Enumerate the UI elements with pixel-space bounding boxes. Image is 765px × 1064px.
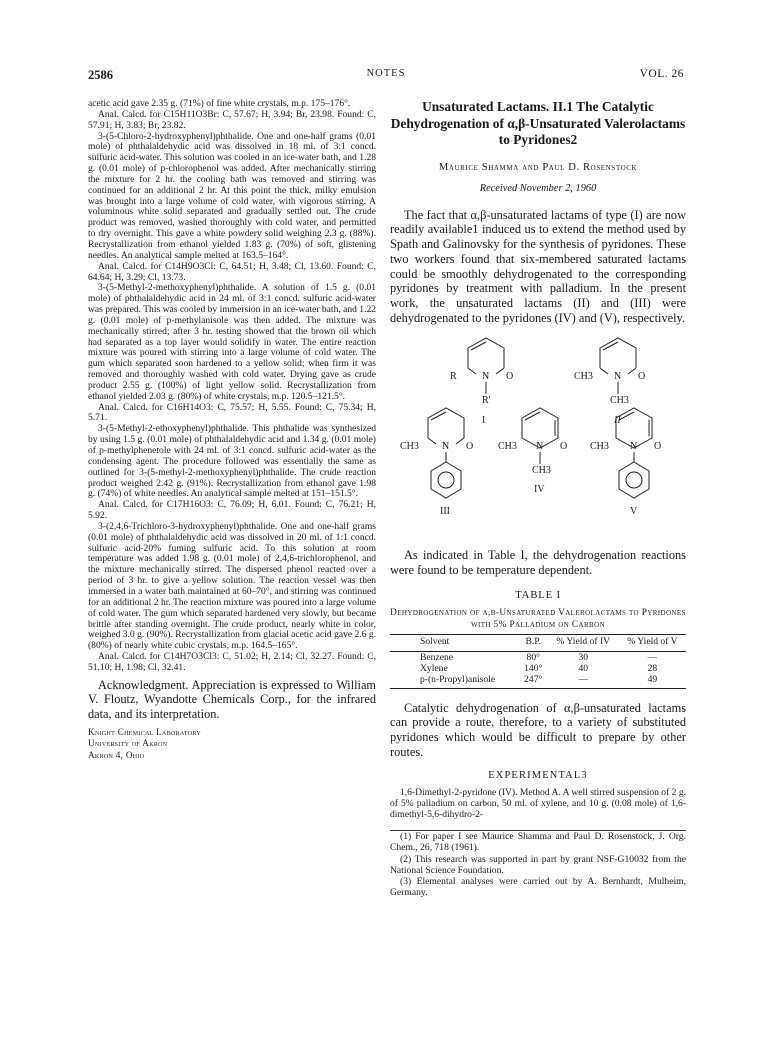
authors: Maurice Shamma and Paul D. Rosenstock [438, 161, 638, 173]
intro-paragraph: The fact that α,β-unsaturated lactams of type (I) are now readily available1 induced us to extend the method used by Spath and Galinovsky for the synthesis of pyridones. These two workers found that six-membered saturated lactams could be smoothly dehydrogenated to the corresponding pyridones by treatment with palladium. In the present work, the unsaturated lactams (II) and (III) were dehydrogenated to the pyridones (IV) and (V), respectively. [390, 207, 686, 326]
structure-drawings [390, 330, 686, 548]
table-cell: 247° [524, 674, 543, 686]
table-cell: — [647, 651, 658, 663]
affiliation-line: Akron 4, Ohio [88, 749, 145, 760]
compound-label-i: I [482, 414, 486, 426]
paragraph: 3-(2,4,6-Trichloro-3-hydroxyphenyl)phthalide. One and one-half grams (0.01 mole) of phthalaldehydic acid was dissolved in 20 ml. of 1:1 concd. sulfuric acid-20% fuming sulfuric acid. To this solution at room temperature was added 1.98 g. (0.01 mole) of 2,4,6-trichlorophenol, and the mixture mechanically stirred. The dispersed phenol reacted over a period of 3 hr. to give a yellow solution. The reaction vessel was then immersed in a water bath maintained at 60–70°, and stirring was continued for an additional 2 hr. The reaction mixture was poured into a large volume of cold water. The gum which separated hardened very slowly, but became brittle after standing overnight. The crude product, nearly white in color, weighed 3.0 g. (90%). Recrystallization from glacial acetic acid gave 2.6 g. (80%) of nearly white cubic crystals, m.p. 164.5–165°. [88, 520, 376, 652]
table-cell: 49 [647, 674, 658, 686]
table-cell: 40 [578, 663, 589, 675]
table-cell: 80° [526, 651, 540, 663]
table-row [390, 663, 686, 674]
column-header: % Yield of V [619, 635, 686, 652]
compound-label-v: V [630, 505, 638, 517]
acknowledgment: Acknowledgment. Appreciation is expressed to William V. Floutz, Wyandotte Chemicals Corp., for the infrared data, and its interpretation. [88, 677, 376, 721]
paragraph: 3-(5-Methyl-2-ethoxyphenyl)phthalide. This phthalide was synthesized by using 1.5 g. (0.01 mole) of phthalaldehydic acid and 1.34 g. (0.01 mole) of p-methylphenetole with 24 ml. of 3:1 concd. sulfuric acid-water as the condensing agent. The procedure followed was essentially the same as outlined for 3-(5-methyl-2-methoxyphenyl)phthalide. The crude reaction product weighed 2.42 g. (91%). Recrystallization from ethanol gave 1.98 g. (74%) of white needles. An analytical sample melted at 151–151.5°. [88, 423, 376, 500]
experimental-paragraph: 1,6-Dimethyl-2-pyridone (IV). Method A. A well stirred suspension of 2 g. of 5% palladium on carbon, 50 ml. of xylene, and 10 g. (0.08 mole) of 1,6-dimethyl-5,6-dihydro-2- [390, 786, 686, 821]
paragraph: acetic acid gave 2.35 g. (71%) of fine white crystals, m.p. 175–176°. [88, 98, 351, 109]
paragraph: As indicated in Table I, the dehydrogenation reactions were found to be temperature dependent. [390, 547, 686, 577]
table-cell: 140° [524, 663, 543, 675]
substituent-label: R' [482, 394, 491, 406]
received-date: Received November 2, 1960 [479, 182, 597, 194]
table-title: TABLE I [515, 589, 561, 602]
table-cell: 30 [578, 651, 589, 663]
footnote: (1) For paper I see Maurice Shamma and Paul D. Rosenstock, J. Org. Chem., 26, 718 (1961). [390, 831, 686, 854]
page-header [88, 68, 684, 84]
table-cell: — [578, 674, 589, 686]
atom-label: O [466, 440, 474, 452]
compound-label-iii: III [440, 505, 450, 517]
substituent-label: R [450, 370, 457, 382]
chemical-structures [390, 330, 686, 548]
atom-label: O [654, 440, 662, 452]
substituent-label: CH3 [610, 394, 629, 406]
table-cell: Benzene [420, 651, 454, 663]
table-header-row [390, 635, 686, 652]
table-caption: Dehydrogenation of α,β-Unsaturated Valerolactams to Pyridones with 5% Palladium on Carbon [390, 608, 686, 631]
atom-label: O [506, 370, 514, 382]
substituent-label: CH3 [590, 440, 609, 452]
atom-label: N [536, 440, 544, 452]
affiliation-line: University of Akron [88, 738, 168, 749]
footnote: (2) This research was supported in part by grant NSF-G10032 from the National Science Foundation. [390, 853, 686, 876]
atom-label: N [482, 370, 490, 382]
substituent-label: CH3 [532, 464, 551, 476]
table-row [390, 674, 686, 688]
left-column [88, 99, 376, 761]
atom-label: N [630, 440, 638, 452]
column-header: Solvent [390, 635, 519, 652]
affiliation [88, 727, 376, 762]
compound-label-iv: IV [534, 483, 545, 495]
table-cell: p-(n-Propyl)anisole [420, 674, 496, 686]
volume-label: VOL. 26 [639, 68, 684, 80]
paragraph: 3-(5-Methyl-2-methoxyphenyl)phthalide. A solution of 1.5 g. (0.01 mole) of phthalaldehydic acid in 24 ml. of 3:1 concd. sulfuric acid-water was prepared. This was cooled by immersion in an ice-water bath, and 1.22 g. (0.01 mole) of p-methylanisole was then added. The mixture was mechanically stirred; after 3 hr. testing showed that the brown oil which had separated as a top layer would solidify in water. The entire reaction mixture was poured with stirring into a large volume of cold water. The gum which separated soon hardened to a yellow solid; when firm it was removed and thoroughly washed with cold water. Drying gave as crude product 2.55 g. (100%) of light yellow solid. Recrystallization from ethanol yielded 2.03 g. (80%) of white crystals, m.p. 120.5–121.5°. [88, 282, 377, 402]
affiliation-line: Knight Chemical Laboratory [88, 726, 201, 737]
analysis-paragraph: Anal. Calcd. for C14H7O3Cl3: C, 51.02; H, 2.14; Cl, 32.27. Found: C, 51.10; H, 1.98; Cl, 32.41. [88, 651, 376, 673]
analysis-paragraph: Anal. Calcd. for C17H16O3: C, 76.09; H, 6.01. Found: C, 76.21; H, 5.92. [88, 499, 376, 522]
table-cell: Xylene [420, 663, 448, 675]
yield-table [390, 634, 686, 688]
double-bond [471, 342, 486, 350]
atom-label: O [560, 440, 568, 452]
substituent-label: CH3 [400, 440, 419, 452]
article-title: Unsaturated Lactams. II.1 The Catalytic Dehydrogenation of α,β-Unsaturated Valerolactams to Pyridones2 [390, 99, 686, 147]
conclusion-paragraph: Catalytic dehydrogenation of α,β-unsaturated lactams can provide a route, therefore, to a variety of substituted pyridones which would be difficult to prepare by other routes. [390, 700, 686, 759]
substituent-label: CH3 [574, 370, 593, 382]
substituent-label: CH3 [498, 440, 517, 452]
compound-label-ii: II [614, 414, 621, 426]
analysis-paragraph: Anal. Calcd. for C16H14O3: C, 75.57; H, 5.55. Found: C, 75.34; H, 5.71. [88, 401, 376, 424]
atom-label: O [638, 370, 646, 382]
page-number: 2586 [88, 68, 113, 82]
atom-label: N [442, 440, 450, 452]
paragraph: 3-(5-Chloro-2-hydroxyphenyl)phthalide. One and one-half grams (0.01 mole) of phthalaldehydic acid was dissolved in 18 ml. of 3:1 concd. sulfuric acid-water. This solution was cooled in an ice-water bath, and 1.28 g. (0.01 mole) of p-chlorophenol was added. After mechanically stirring the mixture for 2 hr. the cooling bath was removed and stirring was continued for an additional 2 hr. At this point the thick, milky emulsion was brought into a large volume of cold water, with vigorous stirring. A voluminous white solid separated and gradually settled out. The crude product was removed, washed thoroughly with cold water, and permitted to dry overnight. This gave a white powdery solid weighing 2.3 g. (88%). Recrystallization from ethanol yielded 1.83 g. (70%) of soft, glistening needles. An analytical sample melted at 163.5–164°. [88, 130, 376, 261]
table-cell: 28 [647, 663, 658, 675]
experimental-heading: EXPERIMENTAL3 [488, 769, 588, 781]
right-column [390, 99, 686, 898]
analysis-paragraph: Anal. Calcd. for C15H11O3Br: C, 57.67; H, 3.94; Br, 23.98. Found: C, 57.91; H, 3.83; Br, 23.82. [88, 108, 376, 131]
atom-label: N [614, 370, 622, 382]
analysis-paragraph: Anal. Calcd. for C14H9O3Cl: C, 64.51; H, 3.48; Cl, 13.60. Found: C, 64.64; H, 3.29; Cl, 13.73. [88, 260, 376, 283]
table-row [390, 651, 686, 663]
column-header: B.P. [519, 635, 548, 652]
footnote: (3) Elemental analyses were carried out by A. Bernhardt, Mulheim, Germany. [390, 876, 686, 899]
section-title: NOTES [366, 68, 406, 79]
column-header: % Yield of IV [548, 635, 619, 652]
